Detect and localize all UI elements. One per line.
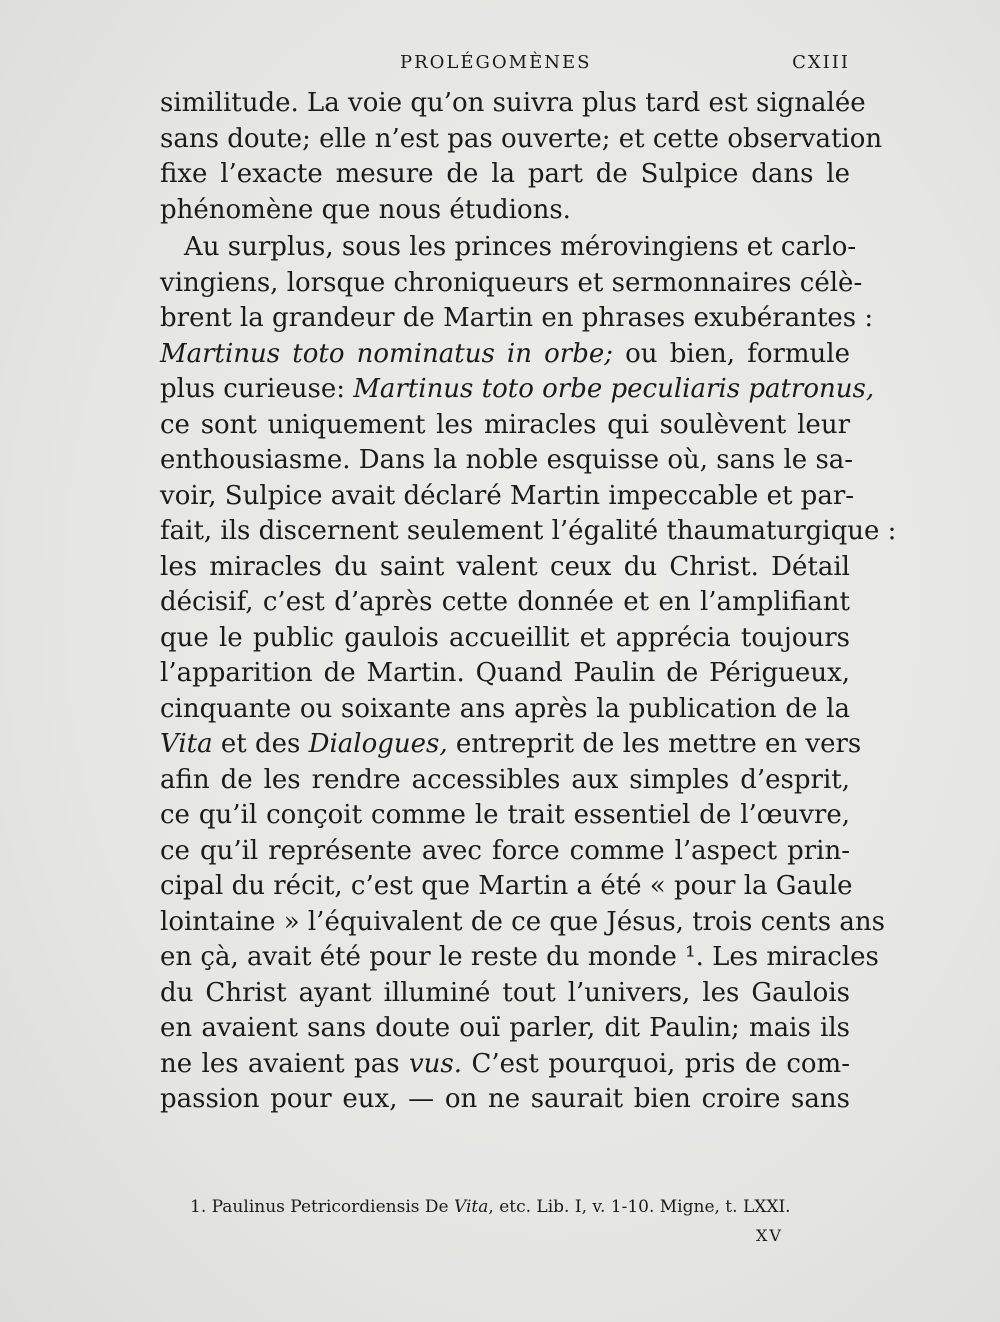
text-line: cipal du récit, c’est que Martin a été « pour la Gaule	[160, 871, 853, 901]
text-line: afin de les rendre accessibles aux simples d’esprit,	[160, 764, 850, 795]
text-line: plus curieuse: Martinus toto orbe peculiaris patronus,	[160, 374, 875, 404]
text-line: similitude. La voie qu’on suivra plus tard est signalée	[160, 88, 866, 118]
text-line: Vita et des Dialogues, entreprit de les mettre en vers	[160, 729, 862, 759]
text-line: les miracles du saint valent ceux du Christ. Détail	[160, 551, 850, 582]
text-line: que le public gaulois accueillit et apprécia toujours	[160, 622, 850, 653]
text-line: Au surplus, sous les princes mérovingiens et carlo-	[184, 232, 857, 262]
page-number: CXIII	[792, 52, 850, 73]
text-line: fait, ils discernent seulement l’égalité thaumaturgique :	[160, 516, 897, 546]
text-line: ce qu’il conçoit comme le trait essentiel de l’œuvre,	[160, 800, 850, 830]
text-line: vingiens, lorsque chroniqueurs et sermonnaires célè-	[160, 267, 863, 298]
signature-mark: XV	[756, 1226, 783, 1245]
text-line: sans doute; elle n’est pas ouverte; et cette observation	[160, 123, 883, 154]
text-line: phénomène que nous étudions.	[160, 194, 571, 225]
text-line: cinquante ou soixante ans après la publication de la	[160, 693, 850, 724]
text-line: ce sont uniquement les miracles qui soulèvent leur	[160, 409, 850, 440]
text-line: voir, Sulpice avait déclaré Martin impeccable et par-	[160, 480, 855, 511]
footnote: 1. Paulinus Petricordiensis De Vita, etc. Lib. I, v. 1-10. Migne, t. LXXI.	[190, 1197, 791, 1217]
text-line: ne les avaient pas vus. C’est pourquoi, pris de com-	[160, 1048, 850, 1079]
text-line: en çà, avait été pour le reste du monde ¹. Les miracles	[160, 942, 879, 972]
body-text	[160, 86, 897, 1118]
text-line: passion pour eux, — on ne saurait bien croire sans	[160, 1084, 850, 1114]
text-line: fixe l’exacte mesure de la part de Sulpice dans le	[160, 159, 850, 189]
text-line: brent la grandeur de Martin en phrases exubérantes :	[160, 303, 874, 333]
text-line: Martinus toto nominatus in orbe; ou bien, formule	[160, 338, 851, 369]
text-line: décisif, c’est d’après cette donnée et en l’amplifiant	[160, 587, 850, 617]
text-line: en avaient sans doute ouï parler, dit Paulin; mais ils	[160, 1013, 850, 1043]
text-line: enthousiasme. Dans la noble esquisse où, sans le sa-	[160, 445, 854, 475]
running-title: PROLÉGOMÈNES	[400, 52, 592, 73]
page-header	[160, 52, 850, 82]
text-line: ce qu’il représente avec force comme l’aspect prin-	[160, 835, 850, 866]
text-line: lointaine » l’équivalent de ce que Jésus, trois cents ans	[160, 906, 885, 937]
text-line: l’apparition de Martin. Quand Paulin de Périgueux,	[160, 658, 850, 688]
text-line: du Christ ayant illuminé tout l’univers, les Gaulois	[160, 977, 850, 1008]
